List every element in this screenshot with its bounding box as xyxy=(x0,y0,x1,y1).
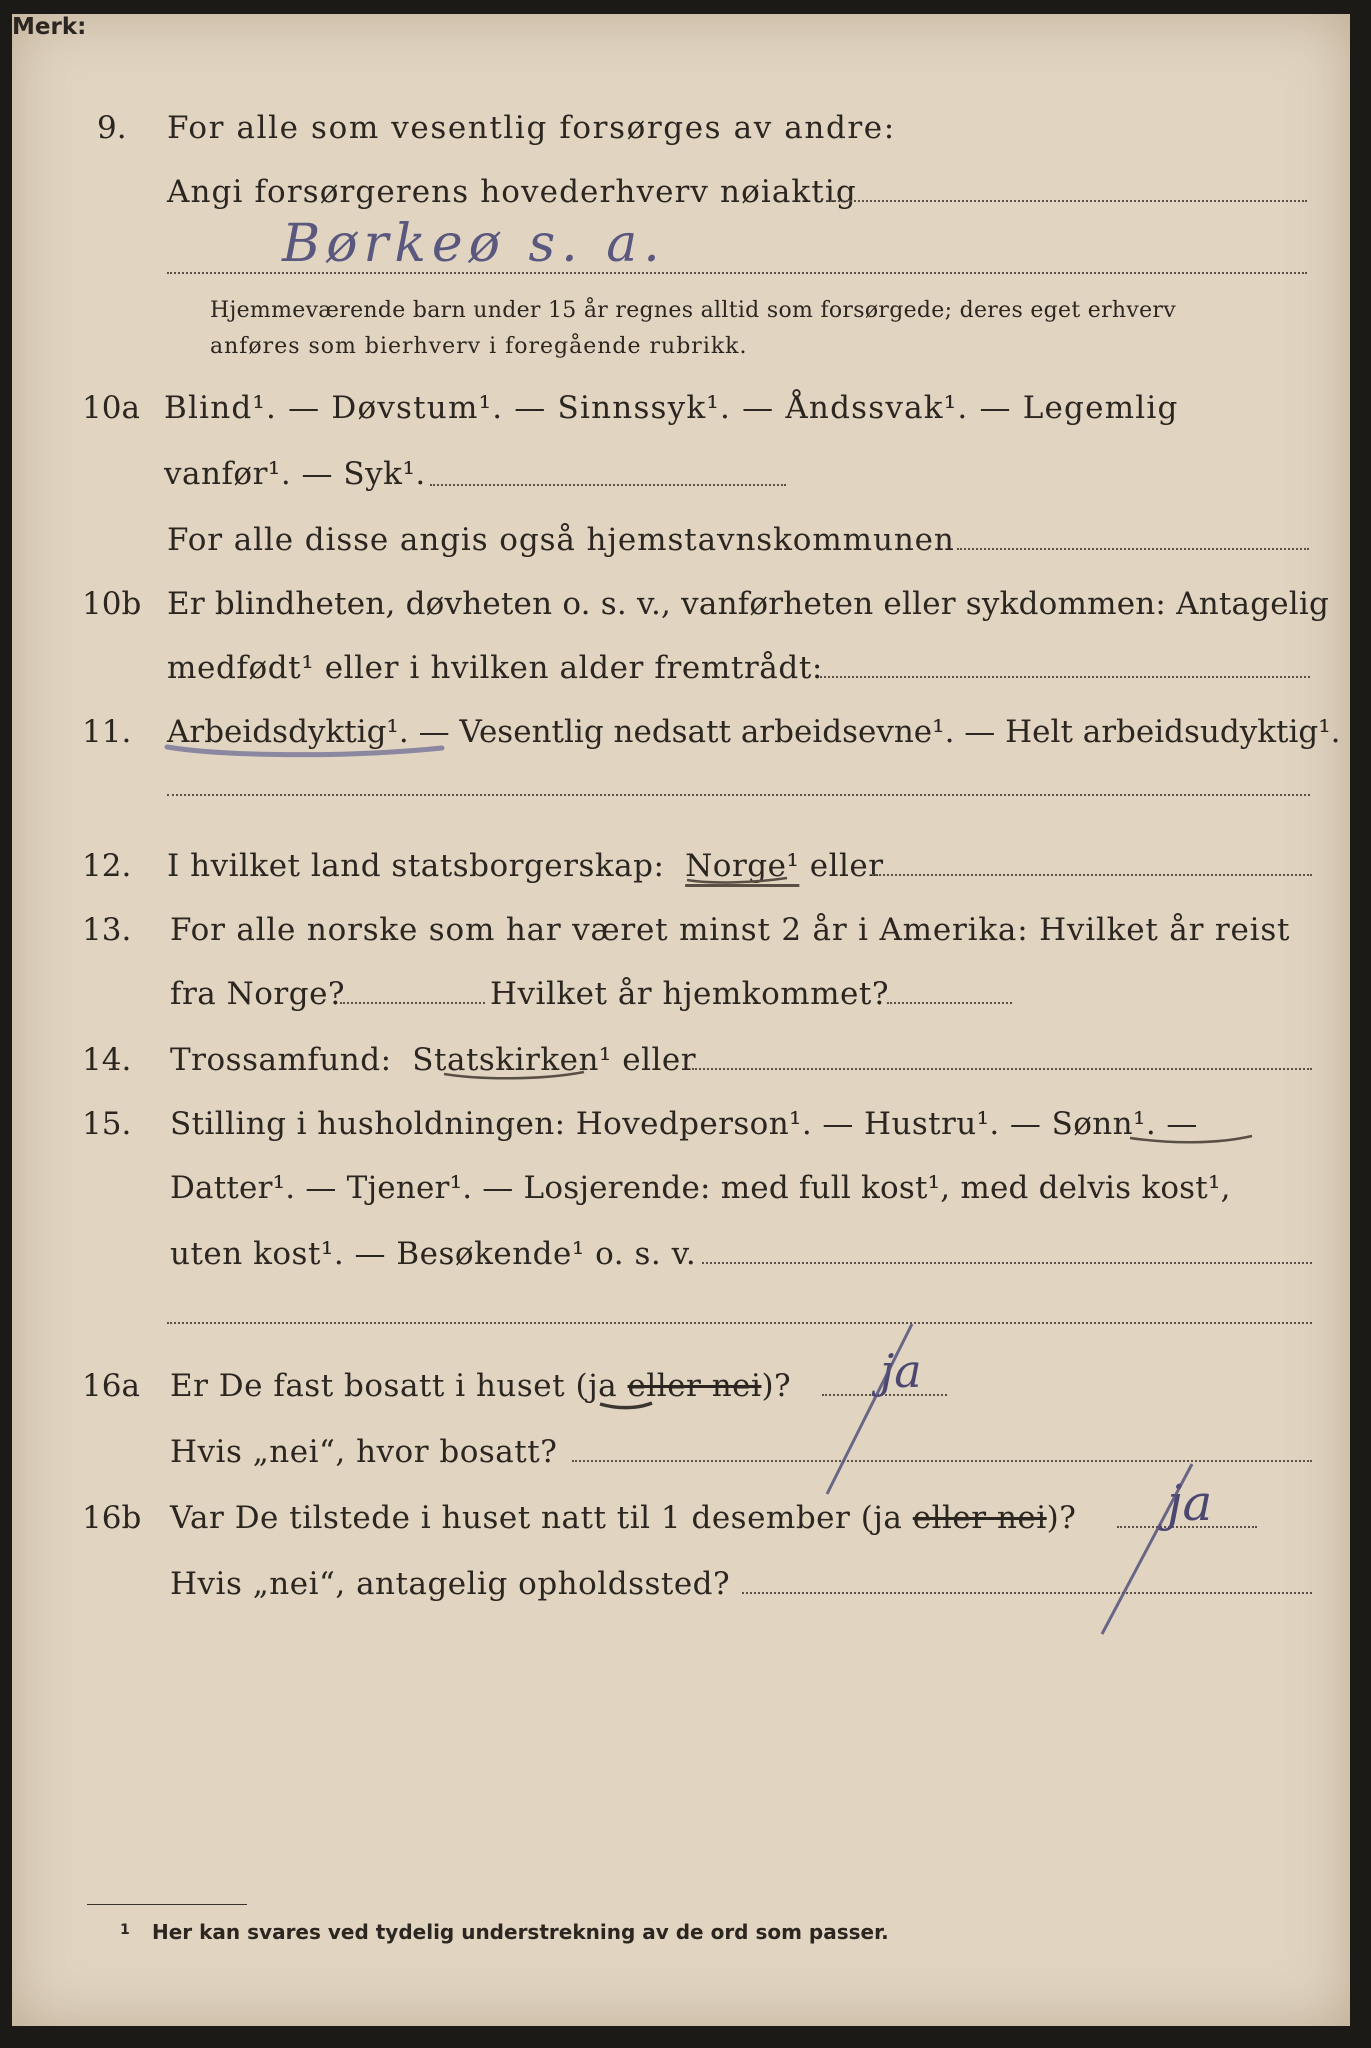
q13-number: 13. xyxy=(82,912,132,948)
q14-number: 14. xyxy=(82,1042,132,1078)
q10b-line1: Er blindheten, døvheten o. s. v., vanførheten eller sykdommen: Antagelig xyxy=(167,586,1330,622)
q15-option-sonn: Sønn¹. xyxy=(1051,1106,1157,1142)
q16a-option-ja: ja xyxy=(588,1368,618,1404)
q16a-handwritten-answer: ja xyxy=(880,1344,922,1398)
q15-line1c: — xyxy=(1166,1106,1198,1142)
q15-line1a: Stilling i husholdningen: Hovedperson¹. — Hustru¹. — xyxy=(170,1106,1042,1142)
q16a-underline-ja xyxy=(600,1403,652,1408)
q10a-number: 10a xyxy=(82,390,140,426)
census-form-page xyxy=(12,14,1350,2026)
q11-number: 11. xyxy=(82,714,132,750)
q16a-line2: Hvis „nei“, hvor bosatt? xyxy=(170,1434,558,1470)
q12-number: 12. xyxy=(82,848,132,884)
q16b-pencil-stroke xyxy=(1102,1464,1192,1634)
q16b-prompt: Var De tilstede i huset natt til 1 desember (ja xyxy=(170,1500,903,1536)
q13-line2b: Hvilket år hjemkommet? xyxy=(490,976,889,1012)
q10a-line3: For alle disse angis også hjemstavnskommunen xyxy=(167,522,955,558)
footnote-mark: 1 xyxy=(120,1922,130,1938)
q16b-line2: Hvis „nei“, antagelig opholdssted? xyxy=(170,1566,731,1602)
q15-line2: Datter¹. — Tjener¹. — Losjerende: med full kost¹, med delvis kost¹, xyxy=(170,1170,1231,1206)
q10b-number: 10b xyxy=(82,586,142,622)
q15-line3: uten kost¹. — Besøkende¹ o. s. v. xyxy=(170,1236,697,1272)
q10a-line1: Blind¹. — Døvstum¹. — Sinnssyk¹. — Åndssvak¹. — Legemlig xyxy=(164,390,1179,426)
q9-number: 9. xyxy=(97,110,127,146)
q15-number: 15. xyxy=(82,1106,132,1142)
footnote-text: Her kan svares ved tydelig understrekning av de ord som passer. xyxy=(152,1920,889,1944)
handwriting-marks xyxy=(12,14,1350,2026)
q16a-struck-eller-nei: eller nei xyxy=(627,1368,762,1404)
q11-option-arbeidsdyktig: Arbeidsdyktig¹ xyxy=(167,714,399,750)
merk-label: Merk: xyxy=(12,14,87,40)
q16b-handwritten-answer: ja xyxy=(1167,1474,1213,1532)
q9-line1: For alle som vesentlig forsørges av andre: xyxy=(167,110,896,146)
q11-underline-arbeidsdyktig xyxy=(167,747,442,755)
q9-handwritten-answer: Børkeø s. a. xyxy=(282,214,666,274)
merk-line1: Hjemmeværende barn under 15 år regnes alltid som forsørgede; deres eget erhverv xyxy=(210,298,1176,323)
q12-option-norge: Norge¹ xyxy=(685,848,800,884)
q16a-close: )? xyxy=(761,1368,792,1404)
merk-line2: anføres som bierhverv i foregående rubrikk. xyxy=(210,334,748,359)
q10b-line2: medfødt¹ eller i hvilken alder fremtrådt: xyxy=(167,650,823,686)
q16a-pencil-stroke xyxy=(827,1324,912,1494)
q16a-prompt: Er De fast bosatt i huset ( xyxy=(170,1368,589,1404)
q16a-number: 16a xyxy=(82,1368,140,1404)
q12-underline-norge xyxy=(687,878,787,882)
q14-prompt: Trossamfund: xyxy=(170,1042,392,1078)
q13-line1: For alle norske som har været minst 2 år i Amerika: Hvilket år reist xyxy=(170,912,1291,948)
q9-line2: Angi forsørgerens hovederhverv nøiaktig xyxy=(167,174,857,210)
q15-underline-sonn xyxy=(1130,1136,1252,1142)
q14-option-statskirken: Statskirken¹ xyxy=(412,1042,612,1078)
q16b-struck-eller-nei: eller nei xyxy=(912,1500,1047,1536)
q12-prompt: I hvilket land statsborgerskap: xyxy=(167,848,665,884)
q16b-close: )? xyxy=(1046,1500,1077,1536)
q16b-number: 16b xyxy=(82,1500,142,1536)
q13-line2a: fra Norge? xyxy=(170,976,346,1012)
q14-eller: eller xyxy=(622,1042,697,1078)
q10a-line2: vanfør¹. — Syk¹. xyxy=(164,456,426,492)
q11-rest: . — Vesentlig nedsatt arbeidsevne¹. — Helt arbeidsudyktig¹. xyxy=(398,714,1341,750)
q14-underline-statskirken xyxy=(444,1072,584,1078)
q12-eller: eller xyxy=(809,848,884,884)
